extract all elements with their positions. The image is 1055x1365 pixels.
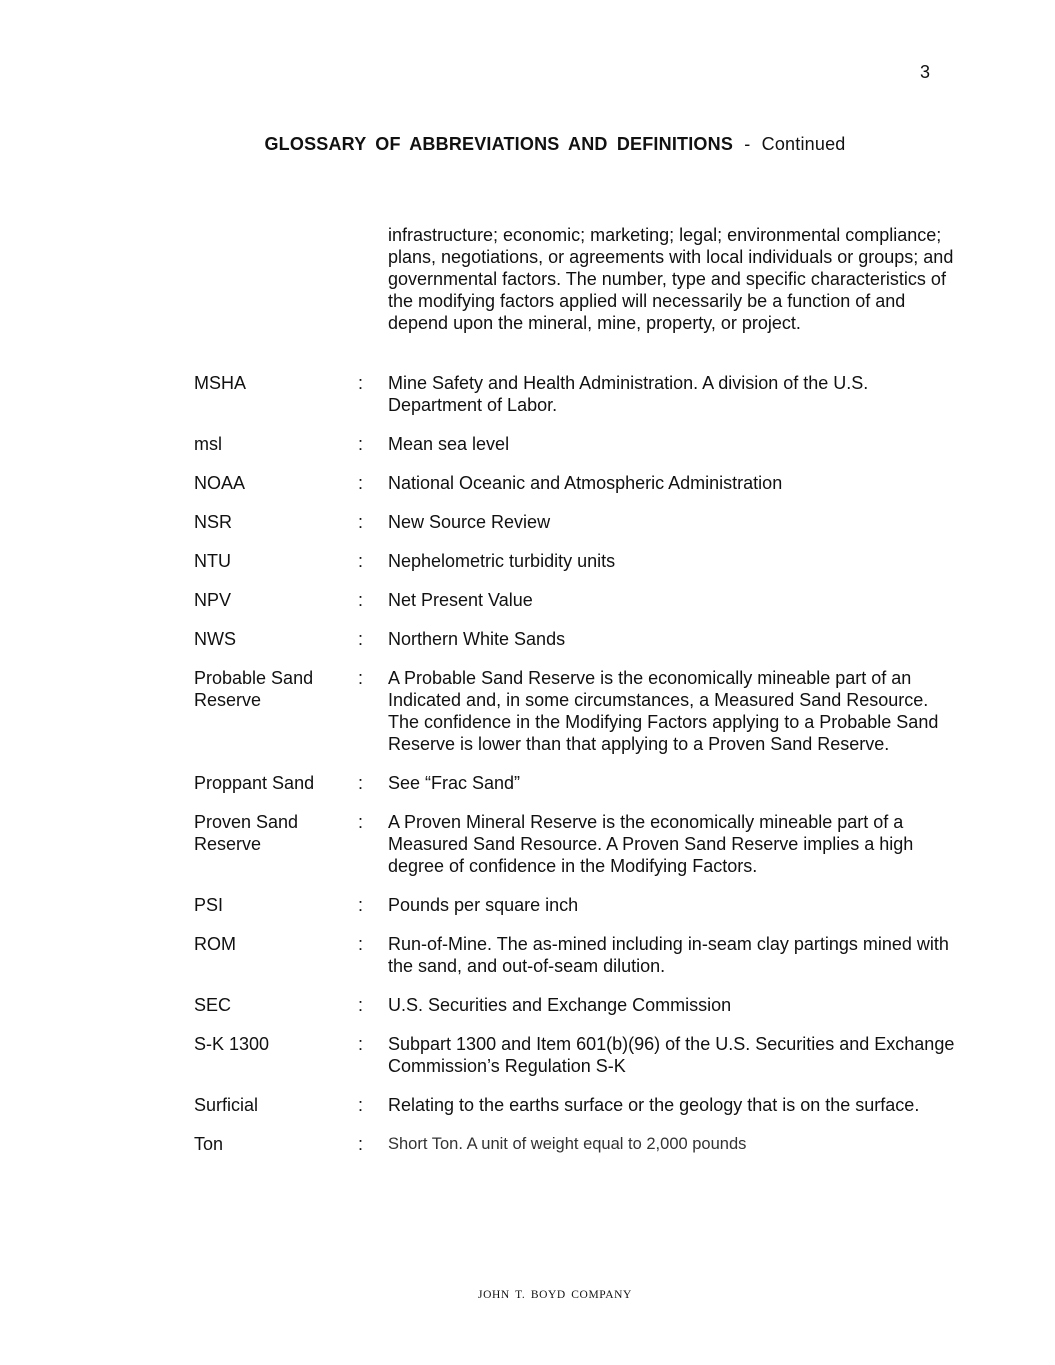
colon-separator: : (358, 512, 364, 532)
glossary-entry (194, 1033, 964, 1077)
glossary-definition: See “Frac Sand” (388, 773, 521, 793)
glossary-term: ROM (194, 934, 236, 954)
glossary-entry (194, 550, 964, 572)
glossary-entry (194, 472, 964, 494)
glossary-term: S-K 1300 (194, 1034, 270, 1054)
glossary-definition: Short Ton. A unit of weight equal to 2,000 pounds (388, 1135, 747, 1153)
glossary-term: MSHA (194, 373, 247, 393)
glossary-definition: Mean sea level (388, 434, 510, 454)
colon-separator: : (358, 773, 364, 793)
colon-separator: : (358, 668, 364, 688)
title-separator: - (744, 134, 751, 154)
glossary-term: msl (194, 434, 222, 454)
glossary-term: SEC (194, 995, 232, 1015)
colon-separator: : (358, 1095, 364, 1115)
glossary-definition: U.S. Securities and Exchange Commission (388, 995, 732, 1015)
colon-separator: : (358, 1134, 364, 1154)
glossary-definition: Net Present Value (388, 590, 533, 610)
glossary-entry (194, 511, 964, 533)
glossary-entry (194, 933, 964, 977)
colon-separator: : (358, 995, 364, 1015)
colon-separator: : (358, 629, 364, 649)
glossary-term: Proven Sand Reserve (194, 812, 299, 854)
colon-separator: : (358, 551, 364, 571)
continued-definition: infrastructure; economic; marketing; legal; environmental compliance; plans, negotiations, or agreements with local individuals or groups; and governmental factors. The number, type and specific characteristics of the modifying factors applied will necessarily be a function of and depend upon the mineral, mine, property, or project. (388, 225, 954, 333)
title-main: GLOSSARY OF ABBREVIATIONS AND DEFINITIONS (264, 134, 734, 154)
colon-separator: : (358, 812, 364, 832)
glossary-entry (194, 894, 964, 916)
glossary-term: Surficial (194, 1095, 259, 1115)
glossary-definition: A Proven Mineral Reserve is the economically mineable part of a Measured Sand Resource. A Proven Sand Reserve implies a high degree of confidence in the Modifying Factors. (388, 812, 914, 876)
glossary-entry (194, 628, 964, 650)
glossary-definition: Mine Safety and Health Administration. A division of the U.S. Department of Labor. (388, 373, 869, 415)
company-footer: JOHN T. BOYD COMPANY (478, 1289, 632, 1301)
glossary-definition: A Probable Sand Reserve is the economically mineable part of an Indicated and, in some circumstances, a Measured Sand Resource. The confidence in the Modifying Factors applying to a Probable Sand Reserve is lower than that applying to a Proven Sand Reserve. (388, 668, 939, 754)
glossary-definition: Nephelometric turbidity units (388, 551, 616, 571)
glossary-definition: Pounds per square inch (388, 895, 579, 915)
glossary-definition: Run-of-Mine. The as-mined including in-seam clay partings mined with the sand, and out-of-seam dilution. (388, 934, 949, 976)
glossary-list (194, 372, 964, 1172)
glossary-entry (194, 589, 964, 611)
glossary-entry (194, 667, 964, 755)
glossary-term: NPV (194, 590, 232, 610)
glossary-entry (194, 772, 964, 794)
glossary-definition: Northern White Sands (388, 629, 566, 649)
glossary-term: NTU (194, 551, 231, 571)
glossary-entry (194, 372, 964, 416)
title-suffix: Continued (761, 134, 846, 154)
colon-separator: : (358, 373, 364, 393)
glossary-entry (194, 1094, 964, 1116)
glossary-entry (194, 433, 964, 455)
glossary-term: PSI (194, 895, 224, 915)
glossary-term: Probable Sand Reserve (194, 668, 314, 710)
glossary-entry (194, 811, 964, 877)
page-title (0, 134, 1055, 155)
glossary-entry (194, 1133, 964, 1155)
colon-separator: : (358, 434, 364, 454)
glossary-term: NOAA (194, 473, 246, 493)
colon-separator: : (358, 590, 364, 610)
glossary-term: NSR (194, 512, 233, 532)
page-number: 3 (919, 62, 930, 82)
glossary-term: Proppant Sand (194, 773, 315, 793)
colon-separator: : (358, 1034, 364, 1054)
colon-separator: : (358, 895, 364, 915)
glossary-definition: Relating to the earths surface or the geology that is on the surface. (388, 1095, 920, 1115)
glossary-term: NWS (194, 629, 236, 649)
colon-separator: : (358, 473, 364, 493)
colon-separator: : (358, 934, 364, 954)
glossary-term: Ton (194, 1134, 224, 1154)
glossary-entry (194, 994, 964, 1016)
glossary-definition: National Oceanic and Atmospheric Administration (388, 473, 783, 493)
glossary-definition: Subpart 1300 and Item 601(b)(96) of the U.S. Securities and Exchange Commission’s Regulation S-K (388, 1034, 955, 1076)
glossary-definition: New Source Review (388, 512, 551, 532)
